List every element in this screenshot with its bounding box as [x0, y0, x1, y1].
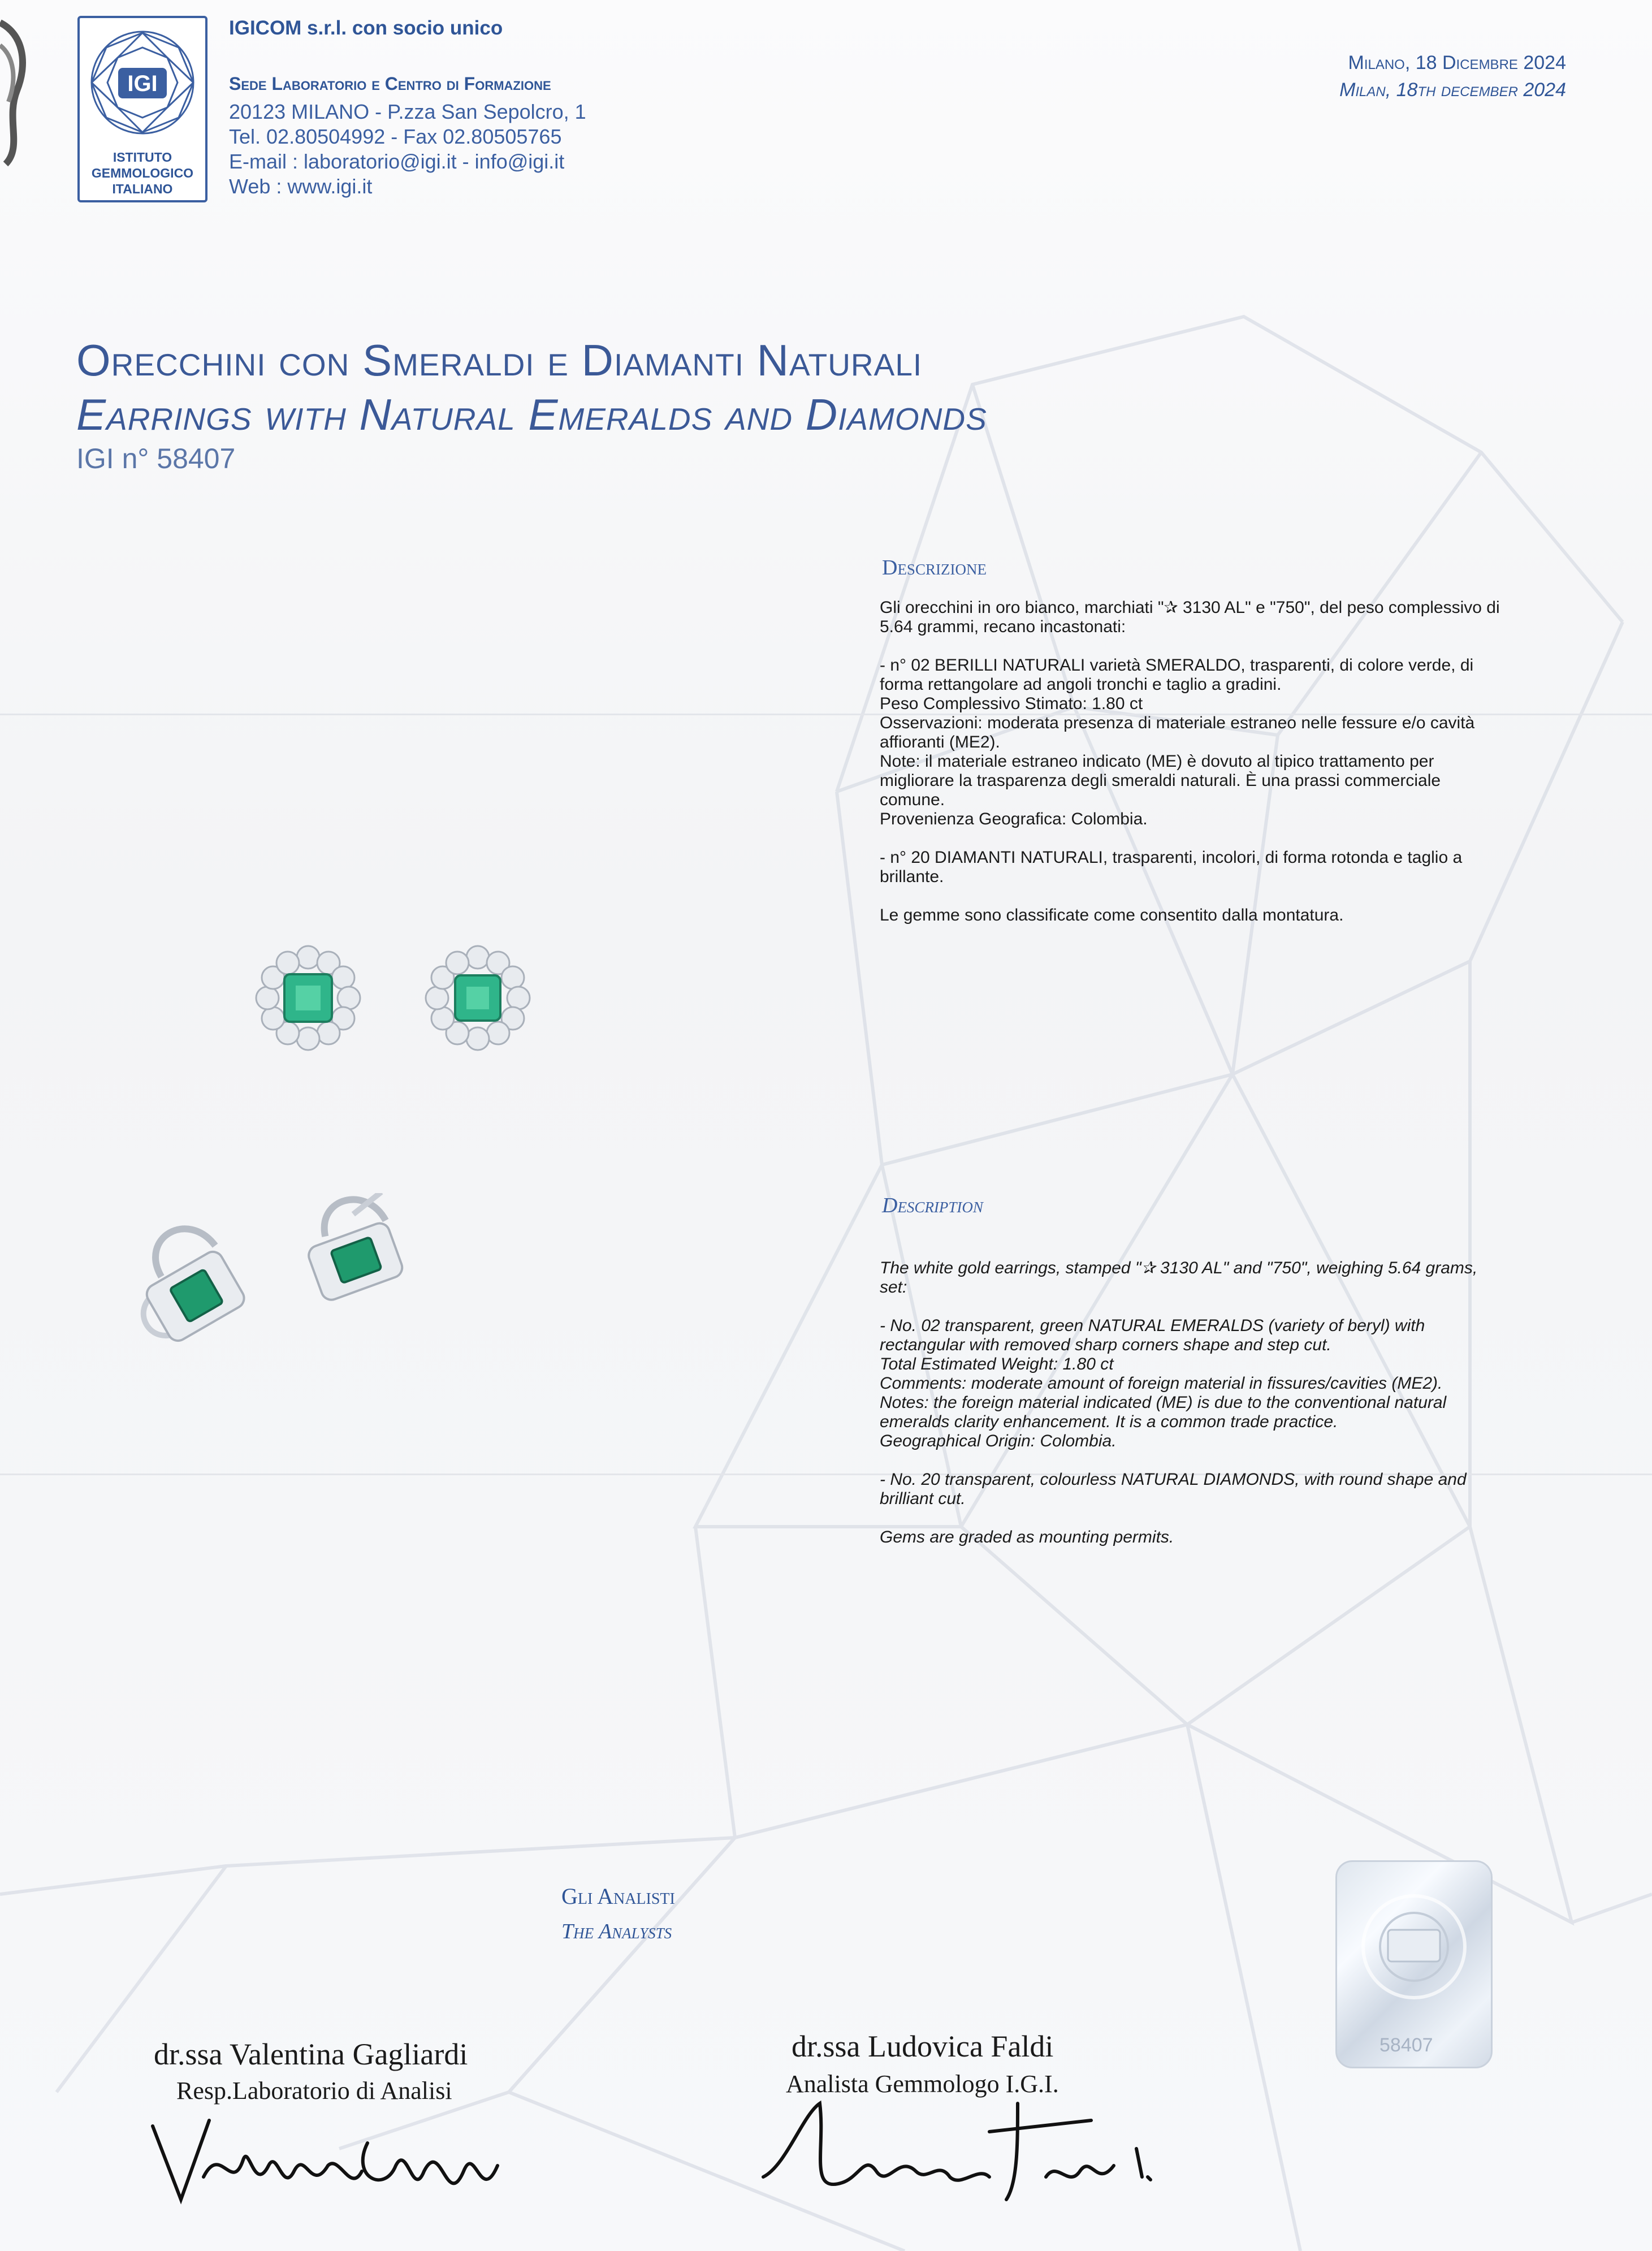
title-italian: Orecchini con Smeraldi e Diamanti Naturali	[76, 335, 923, 385]
signature-left	[147, 2109, 520, 2217]
hologram-emblem-icon	[1337, 1862, 1491, 2032]
analyst-left-role: Resp.Laboratorio di Analisi	[176, 2077, 452, 2105]
earring-side-left	[113, 1216, 248, 1351]
earring-side-right	[295, 1193, 410, 1303]
date-english: Milan, 18th december 2024	[1339, 79, 1566, 101]
date-italian: Milano, 18 Dicembre 2024	[1348, 52, 1566, 74]
analysts-heading-it: Gli Analisti	[561, 1883, 675, 1909]
company-name: IGICOM s.r.l. con socio unico	[229, 17, 503, 39]
igi-logo	[77, 16, 207, 202]
hologram-number: 58407	[1379, 2034, 1433, 2056]
corner-emblem-icon	[0, 11, 34, 170]
title-english: Earrings with Natural Emeralds and Diamonds	[76, 390, 987, 439]
description-it: Gli orecchini in oro bianco, marchiati "✰ 3130 AL" e "750", del peso complessivo di 5.64 grammi, recano incastonati: - n° 02 BERILLI NATURALI varietà SMERALDO, trasparenti, di colore verde, di forma rettangolare ad angoli tronchi e taglio a gradini. Peso Complessivo Stimato: 1.80 ct Osservazioni: moderata presenza di materiale estraneo nelle fessure e/o cavità affioranti (ME2). Note: il materiale estraneo indicato (ME) è dovuto al tipico trattamento per migliorare la trasparenza degli smeraldi naturali. È una prassi commerciale comune. Provenienza Geografica: Colombia. - n° 20 DIAMANTI NATURALI, trasparenti, incolori, di forma rotonda e taglio a brillante. Le gemme sono classificate come consentito dalla montatura.	[880, 598, 1500, 924]
analyst-right-name: dr.ssa Ludovica Faldi	[792, 2029, 1054, 2063]
description-en: The white gold earrings, stamped "✰ 3130 AL" and "750", weighing 5.64 grams, set: - No. 02 transparent, green NATURAL EMERALDS (variety of beryl) with rectangular with removed sharp corners shape and step cut. Total Estimated Weight: 1.80 ct Comments: moderate amount of foreign material in fissures/cavities (ME2). Notes: the foreign material indicated (ME) is due to the conventional natural emeralds clarity enhancement. It is a common trade practice. Geographical Origin: Colombia. - No. 20 transparent, colourless NATURAL DIAMONDS, with round shape and brilliant cut. Gems are graded as mounting permits.	[880, 1259, 1478, 1546]
phone-line: Tel. 02.80504992 - Fax 02.80505765	[229, 125, 562, 148]
signature-right	[752, 2081, 1182, 2217]
igi-number: IGI n° 58407	[76, 443, 236, 474]
analyst-right-role: Analista Gemmologo I.G.I.	[786, 2070, 1059, 2098]
logo-caption: ISTITUTO GEMMOLOGICO ITALIANO	[91, 150, 194, 196]
lab-title: Sede Laboratorio e Centro di Formazione	[229, 74, 551, 94]
web-line: Web : www.igi.it	[229, 175, 373, 198]
gem-diagram-icon	[87, 25, 198, 144]
email-line: E-mail : laboratorio@igi.it - info@igi.it	[229, 150, 565, 173]
analysts-heading-en: The Analysts	[561, 1920, 672, 1943]
earring-front-right	[426, 946, 530, 1050]
analyst-left-name: dr.ssa Valentina Gagliardi	[154, 2037, 468, 2071]
address-line: 20123 MILANO - P.zza San Sepolcro, 1	[229, 100, 586, 123]
earrings-side-photo	[113, 1193, 441, 1380]
description-heading-en: Description	[882, 1194, 983, 1217]
earrings-front-photo	[249, 939, 543, 1057]
earring-front-left	[256, 946, 360, 1050]
description-heading-it: Descrizione	[882, 556, 987, 580]
logo-text: IGI	[127, 71, 158, 96]
